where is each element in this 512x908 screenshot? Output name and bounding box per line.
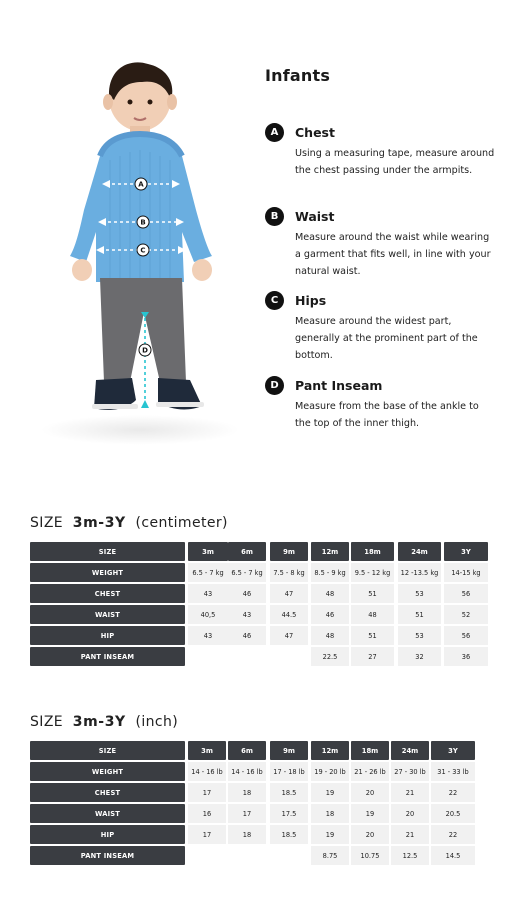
table-cell: 22 <box>431 783 475 802</box>
size-header-cell: 3m <box>188 542 228 561</box>
table-cell: 12 -13.5 kg <box>398 563 441 582</box>
table-cell <box>228 647 266 666</box>
table-cell: 47 <box>270 626 308 645</box>
table-cell: 19 <box>351 804 389 823</box>
table-cell: 20 <box>351 783 389 802</box>
guide-chest <box>265 122 495 179</box>
svg-text:D: D <box>142 346 148 355</box>
guide-waist <box>265 206 495 280</box>
table-cell: 51 <box>351 584 394 603</box>
table-cell: 17 <box>228 804 266 823</box>
guide-name: Pant Inseam <box>295 377 383 393</box>
table-cell: 6.5 - 7 kg <box>228 563 266 582</box>
size-header-cell: 24m <box>391 741 429 760</box>
guide-hips <box>265 290 495 364</box>
guide-name: Hips <box>295 292 327 308</box>
table-cell: 46 <box>228 584 266 603</box>
table-cell: 14 - 16 lb <box>228 762 266 781</box>
table-cell: 6.5 - 7 kg <box>188 563 228 582</box>
guide-description: Measure around the widest part, generally at the prominent part of the bottom. <box>295 316 478 361</box>
row-label: HIP <box>30 626 185 645</box>
table-cell: 43 <box>228 605 266 624</box>
table-cell: 46 <box>311 605 349 624</box>
guide-name: Chest <box>295 124 335 140</box>
svg-text:C: C <box>140 246 146 255</box>
letter-badge-c: C <box>265 291 284 310</box>
guide-description: Measure from the base of the ankle to the top of the inner thigh. <box>295 401 479 429</box>
svg-text:A: A <box>138 180 144 189</box>
table-cell: 36 <box>444 647 488 666</box>
table-cell: 48 <box>311 626 349 645</box>
table-cell: 47 <box>270 584 308 603</box>
table-cell: 21 <box>391 825 429 844</box>
row-label: SIZE <box>30 741 185 760</box>
row-label: WEIGHT <box>30 563 185 582</box>
table-cell: 27 <box>351 647 394 666</box>
table-title-centimeter: SIZE 3m-3Y (centimeter) <box>30 515 228 531</box>
table-cell: 43 <box>188 626 228 645</box>
table-cell: 18.5 <box>270 825 308 844</box>
size-header-cell: 6m <box>228 542 266 561</box>
table-cell: 19 <box>311 783 349 802</box>
table-cell: 20 <box>391 804 429 823</box>
row-label: PANT INSEAM <box>30 647 185 666</box>
table-cell: 53 <box>398 626 441 645</box>
table-cell: 32 <box>398 647 441 666</box>
table-cell: 40,5 <box>188 605 228 624</box>
table-cell: 56 <box>444 626 488 645</box>
row-label: WEIGHT <box>30 762 185 781</box>
table-cell: 53 <box>398 584 441 603</box>
table-cell: 17 <box>188 783 226 802</box>
row-label: WAIST <box>30 804 185 823</box>
table-cell: 16 <box>188 804 226 823</box>
size-header-cell: 9m <box>270 542 308 561</box>
table-cell: 51 <box>351 626 394 645</box>
table-cell: 22.5 <box>311 647 349 666</box>
size-header-cell: 9m <box>270 741 308 760</box>
size-header-cell: 6m <box>228 741 266 760</box>
table-cell <box>188 846 226 865</box>
size-header-cell: 12m <box>311 542 349 561</box>
table-cell: 14.5 <box>431 846 475 865</box>
table-cell: 20 <box>351 825 389 844</box>
table-cell: 18.5 <box>270 783 308 802</box>
table-cell <box>270 647 308 666</box>
table-cell: 19 <box>311 825 349 844</box>
table-cell: 17.5 <box>270 804 308 823</box>
table-cell: 48 <box>311 584 349 603</box>
table-cell: 27 - 30 lb <box>391 762 429 781</box>
table-cell: 31 - 33 lb <box>431 762 475 781</box>
size-header-cell: 3m <box>188 741 226 760</box>
size-header-cell: 24m <box>398 542 441 561</box>
row-label: SIZE <box>30 542 185 561</box>
size-header-cell: 3Y <box>444 542 488 561</box>
table-title-inch: SIZE 3m-3Y (inch) <box>30 714 179 730</box>
table-cell: 18 <box>228 783 266 802</box>
row-label: HIP <box>30 825 185 844</box>
table-cell: 10.75 <box>351 846 389 865</box>
table-cell: 19 - 20 lb <box>311 762 349 781</box>
table-cell <box>228 846 266 865</box>
child-measurement-illustration <box>30 60 240 455</box>
table-cell: 7.5 - 8 kg <box>270 563 308 582</box>
row-label: WAIST <box>30 605 185 624</box>
table-cell: 21 - 26 lb <box>351 762 389 781</box>
size-header-cell: 3Y <box>431 741 475 760</box>
table-cell: 17 - 18 lb <box>270 762 308 781</box>
table-cell: 43 <box>188 584 228 603</box>
table-cell: 18 <box>311 804 349 823</box>
table-cell: 14 - 16 lb <box>188 762 226 781</box>
table-cell: 21 <box>391 783 429 802</box>
table-cell: 44.5 <box>270 605 308 624</box>
table-cell: 46 <box>228 626 266 645</box>
svg-text:B: B <box>140 218 146 227</box>
letter-badge-a: A <box>265 123 284 142</box>
guide-description: Using a measuring tape, measure around the chest passing under the armpits. <box>295 148 495 176</box>
letter-badge-d: D <box>265 376 284 395</box>
table-cell: 20.5 <box>431 804 475 823</box>
guide-description: Measure around the waist while wearing a garment that fits well, in line with your natural waist. <box>295 232 491 277</box>
table-cell: 52 <box>444 605 488 624</box>
page-title: Infants <box>265 66 331 85</box>
size-header-cell: 18m <box>351 741 389 760</box>
table-cell: 18 <box>228 825 266 844</box>
row-label: CHEST <box>30 584 185 603</box>
guide-pant-inseam <box>265 375 495 432</box>
size-header-cell: 18m <box>351 542 394 561</box>
table-cell: 56 <box>444 584 488 603</box>
size-header-cell: 12m <box>311 741 349 760</box>
table-cell <box>270 846 308 865</box>
table-cell: 51 <box>398 605 441 624</box>
table-cell: 22 <box>431 825 475 844</box>
guide-name: Waist <box>295 208 335 224</box>
table-cell: 12.5 <box>391 846 429 865</box>
table-cell: 8.5 - 9 kg <box>311 563 349 582</box>
table-cell: 14-15 kg <box>444 563 488 582</box>
letter-badge-b: B <box>265 207 284 226</box>
row-label: PANT INSEAM <box>30 846 185 865</box>
table-cell <box>188 647 228 666</box>
table-cell: 8.75 <box>311 846 349 865</box>
table-cell: 17 <box>188 825 226 844</box>
table-cell: 48 <box>351 605 394 624</box>
row-label: CHEST <box>30 783 185 802</box>
table-cell: 9.5 - 12 kg <box>351 563 394 582</box>
